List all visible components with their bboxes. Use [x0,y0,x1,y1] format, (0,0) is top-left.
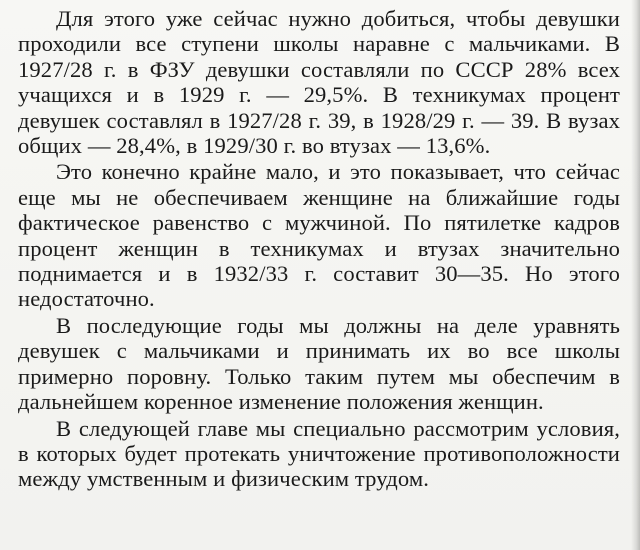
paragraph-3: В последующие годы мы должны на деле уравнять девушек с мальчиками и принимать их во все школы примерно поровну. Только таким путем мы обеспечим в дальнейшем коренное изменение положения женщин. [18,312,620,415]
scan-edge-shadow [631,0,640,550]
paragraph-2: Это конечно крайне мало, и это показывает, что сейчас еще мы не обеспечиваем женщине на ближайшие годы фактическое равенство с мужчиной. По пятилетке кадров процент женщин в техникумах и втузах значительно поднимается и в 1932/33 г. составит 30—35. Но этого недостаточно. [18,159,620,312]
body-text [18,6,620,492]
paragraph-4: В следующей главе мы специально рассмотрим условия, в которых будет протекать уничтожение противоположности между умственным и физическим трудом. [18,415,620,492]
paragraph-1: Для этого уже сейчас нужно добиться, чтобы девушки проходили все ступени школы наравне с мальчиками. В 1927/28 г. в ФЗУ девушки составляли по СССР 28% всех учащихся и в 1929 г. — 29,5%. В техникумах процент девушек составлял в 1927/28 г. 39, в 1928/29 г. — 39. В вузах общих — 28,4%, в 1929/30 г. во втузах — 13,6%. [18,6,620,159]
